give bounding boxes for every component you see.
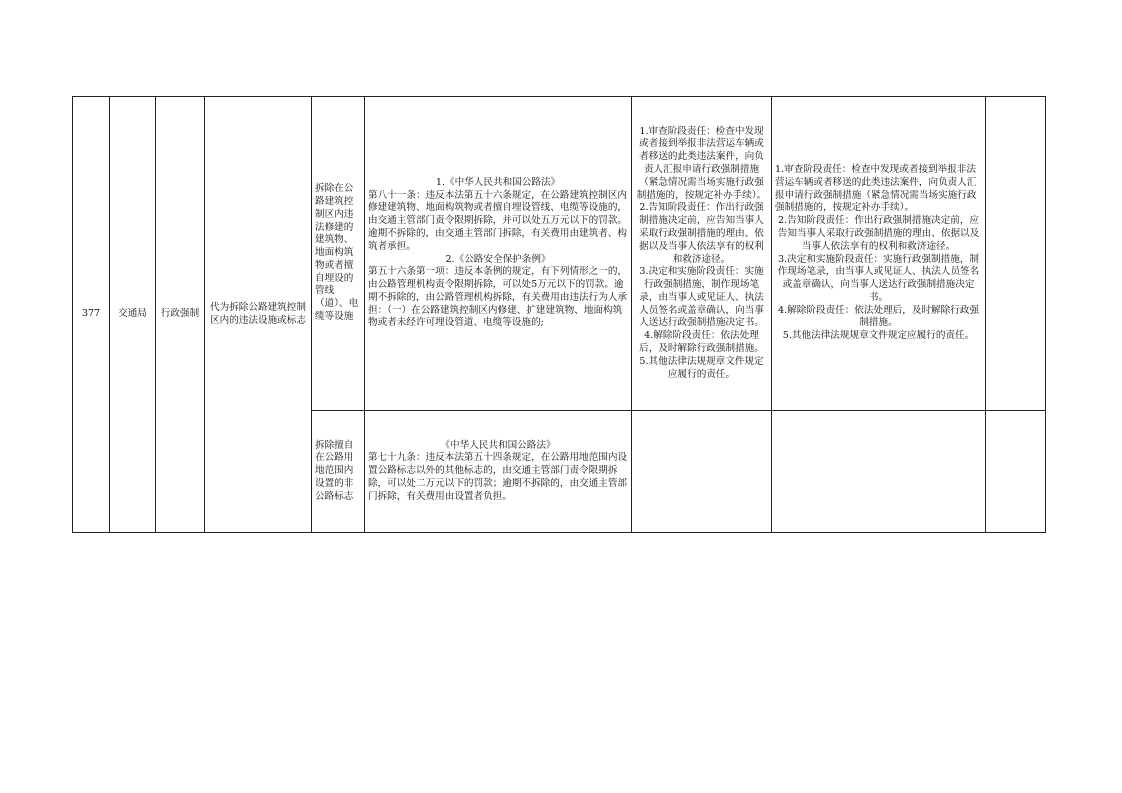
duty-item: 1.审查阶段责任：检查中发现或者接到举报非法营运车辆或者移送的此类违法案件，向负责人汇报申请行政强制措施（紧急情况需当场实施行政强制措施的，按规定补办手续）。	[775, 163, 977, 214]
sub-item-name: 拆除在公路建筑控制区内违法修建的建筑物、地面构筑物或者擅自埋设的管线（道）、电缆等设施	[312, 97, 365, 411]
legal-basis	[365, 411, 632, 533]
remarks-cell	[986, 411, 1046, 533]
basis-title: 《中华人民共和国公路法》	[440, 439, 556, 451]
responsibility-list-alt	[772, 97, 986, 411]
legal-basis	[365, 97, 632, 411]
duty-item: 5.其他法律法规规章文件规定应履行的责任。	[639, 355, 764, 380]
basis-title: 1.《中华人民共和国公路法》	[435, 176, 561, 188]
item-name: 代为拆除公路建筑控制区内的违法设施或标志	[205, 97, 312, 533]
department: 交通局	[110, 97, 156, 533]
duty-item: 3.决定和实施阶段责任：实施行政强制措施，制作现场笔录，由当事人或见证人、执法人员签名或盖章确认，向当事人送达行政强制措施决定书。	[639, 266, 764, 329]
responsibility-cell-empty	[772, 411, 986, 533]
duty-item: 4.解除阶段责任：依法处理后，及时解除行政强制措施。	[777, 304, 980, 329]
remarks-cell	[986, 97, 1046, 411]
basis-text: 第八十一条：违反本法第五十六条规定，在公路建筑控制区内修建建筑物、地面构筑物或者擅自埋设管线、电缆等设施的，由交通主管部门责令限期拆除，并可以处五万元以下的罚款。逾期不拆除的，由交通主管部门拆除，有关费用由建筑者、构筑者承担。	[368, 189, 628, 252]
sub-item-name: 拆除擅自在公路用地范围内设置的非公路标志	[312, 411, 365, 533]
duty-item: 2.告知阶段责任：作出行政强制措施决定前，应告知当事人采取行政强制措施的理由、依据以及当事人依法享有的权利和救济途径。	[777, 215, 980, 252]
duty-item: 1.审查阶段责任：检查中发现或者接到举报非法营运车辆或者移送的此类违法案件，向负责人汇报申请行政强制措施（紧急情况需当场实施行政强制措施的，按规定补办手续）。	[636, 125, 767, 201]
duty-item: 4.解除阶段责任：依法处理后，及时解除行政强制措施。	[639, 330, 764, 355]
table-row	[73, 97, 1046, 411]
basis-title: 2.《公路安全保护条例》	[445, 253, 551, 265]
power-list-table	[72, 96, 1046, 533]
responsibility-list	[632, 97, 772, 411]
duty-item: 2.告知阶段责任：作出行政强制措施决定前，应告知当事人采取行政强制措施的理由、依据以及当事人依法享有的权利和救济途径。	[639, 202, 764, 265]
duty-item: 5.其他法律法规规章文件规定应履行的责任。	[782, 330, 975, 342]
basis-text: 第五十六条第一项：违反本条例的规定，有下列情形之一的，由公路管理机构责令限期拆除，可以处5万元以下的罚款。逾期不拆除的，由公路管理机构拆除，有关费用由违法行为人承担：（一）在公路建筑控制区内修建、扩建建筑物、地面构筑物或者未经许可埋设管道、电缆等设施的;	[368, 266, 628, 329]
basis-text: 第七十九条：违反本法第五十四条规定，在公路用地范围内设置公路标志以外的其他标志的，由交通主管部门责令限期拆除，可以处二万元以下的罚款；逾期不拆除的，由交通主管部门拆除，有关费用由设置者负担。	[368, 452, 628, 502]
power-type: 行政强制	[156, 97, 205, 533]
responsibility-cell-empty	[632, 411, 772, 533]
row-number: 377	[73, 97, 110, 533]
duty-item: 3.决定和实施阶段责任：实施行政强制措施，制作现场笔录，由当事人或见证人、执法人员签名或盖章确认，向当事人送达行政强制措施决定书。	[777, 253, 980, 303]
